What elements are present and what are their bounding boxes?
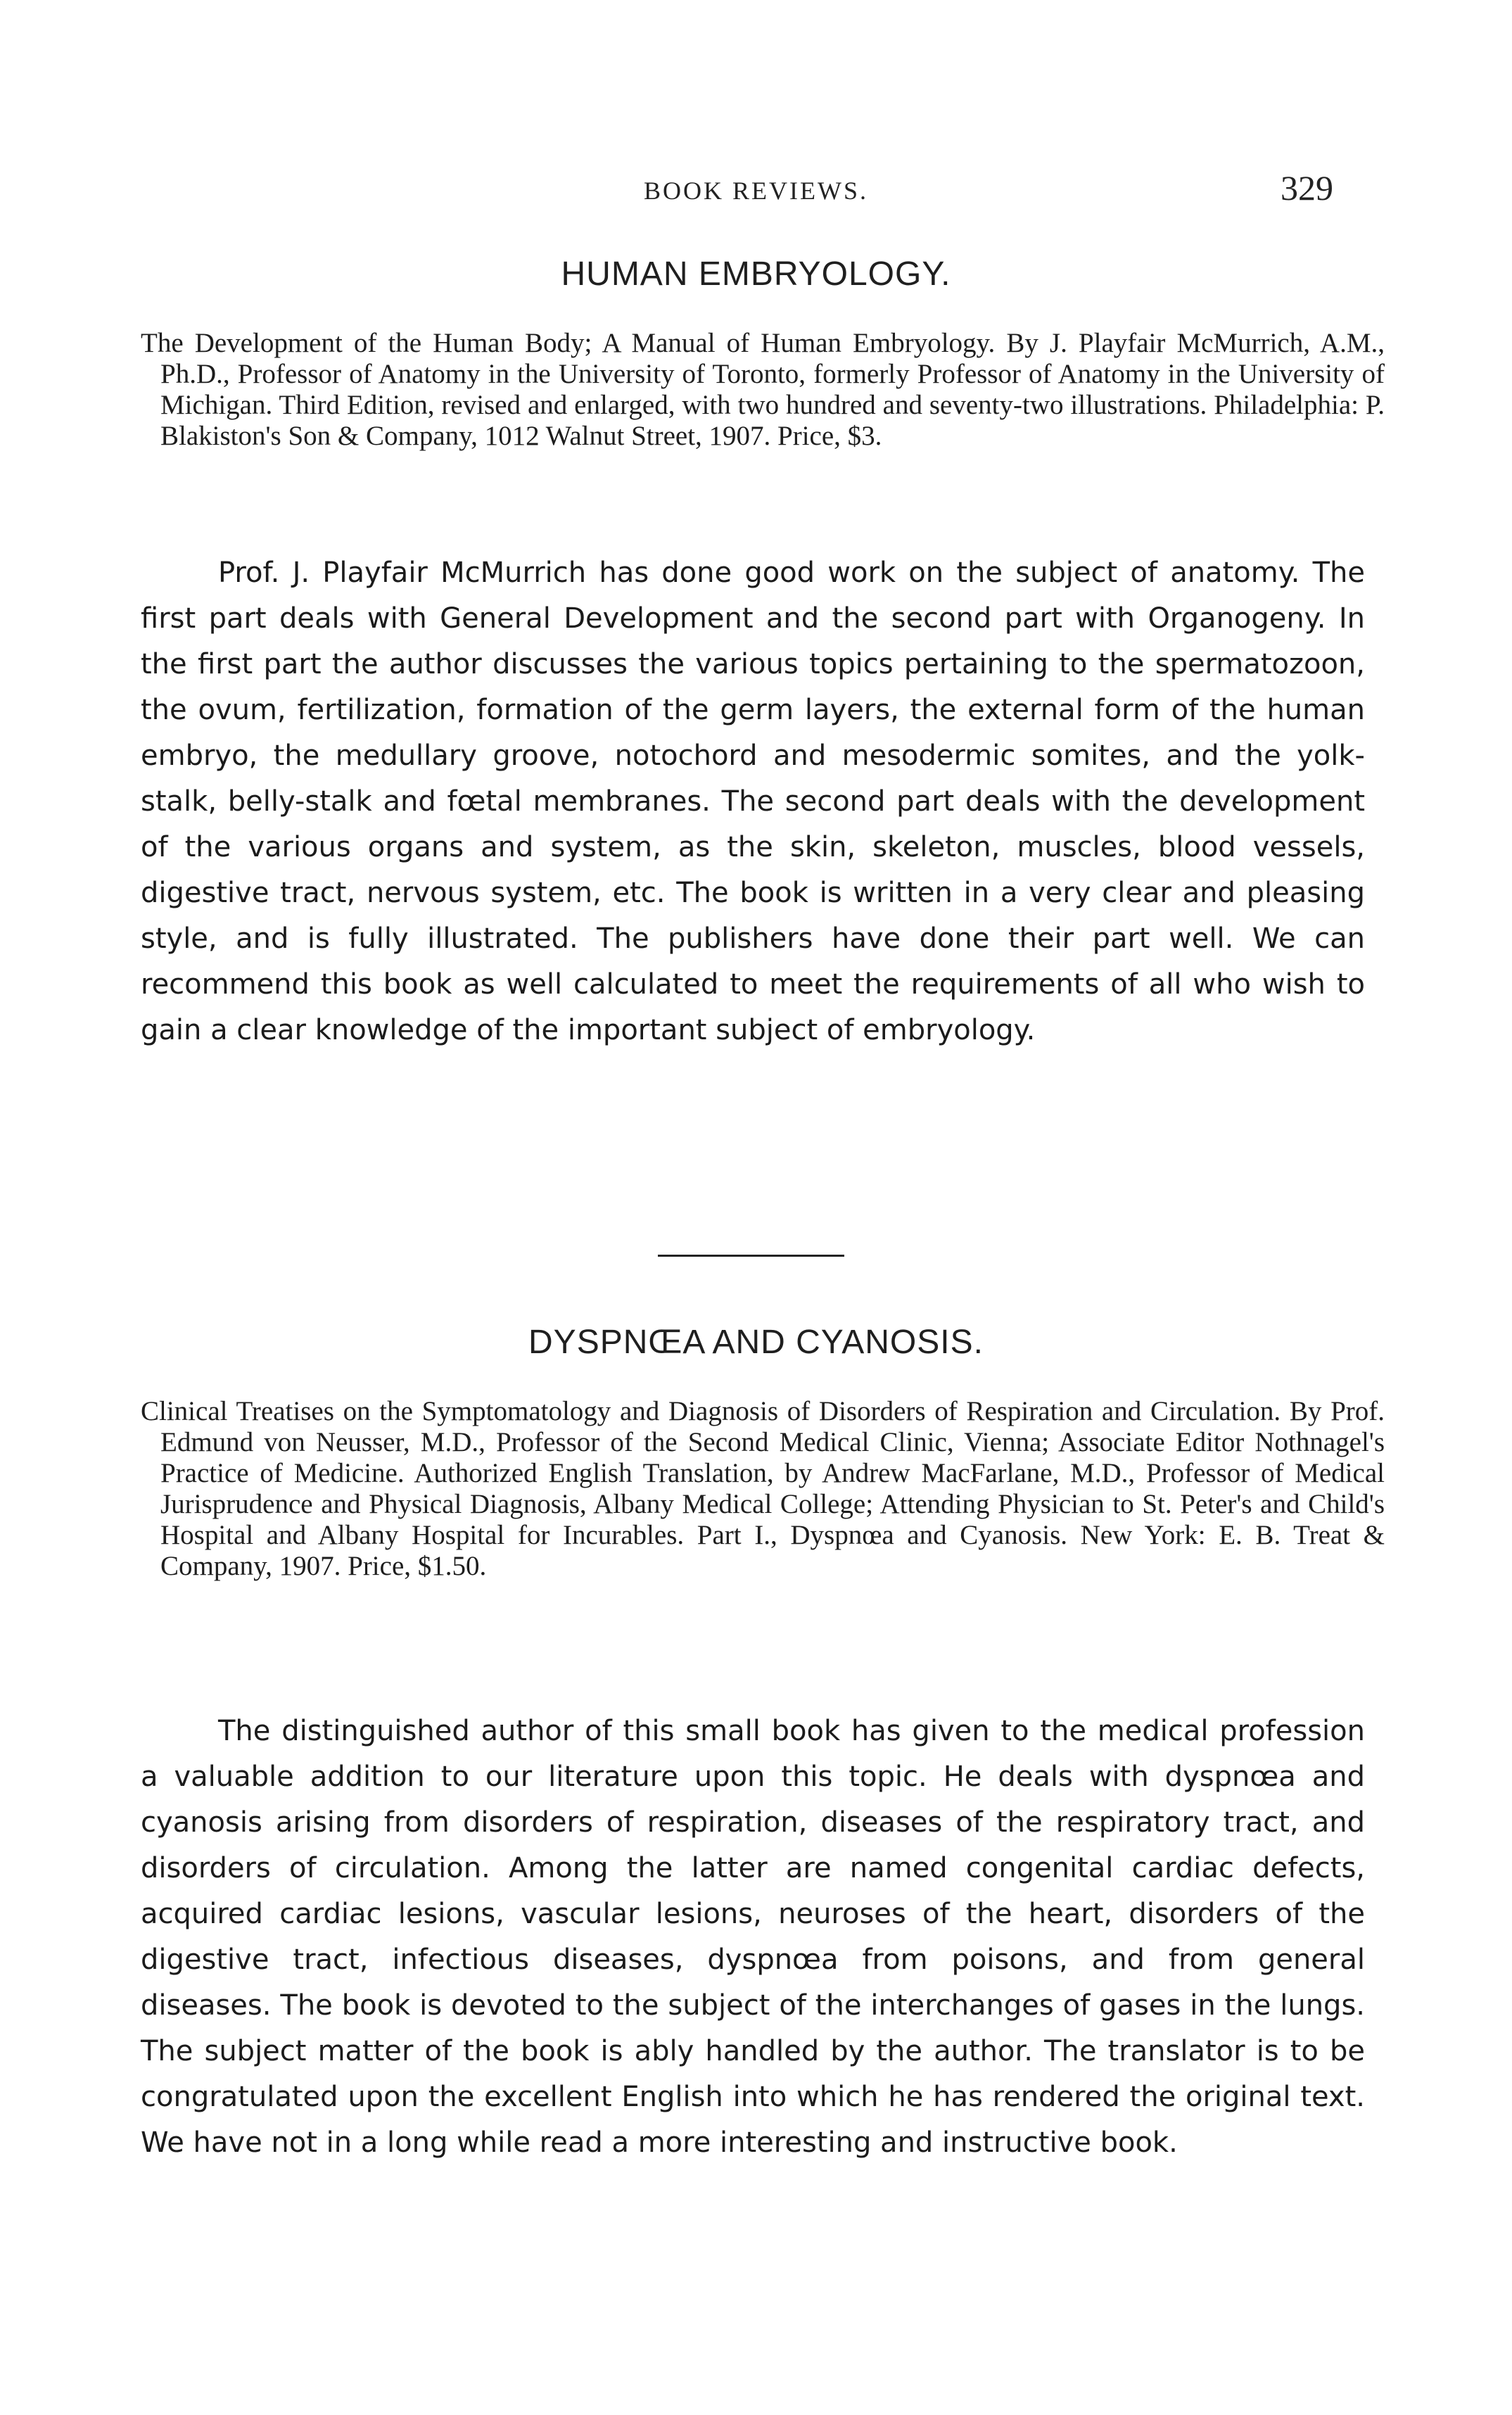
review-body-text: Prof. J. Playfair McMurrich has done good work on the subject of anatomy. The first part deals with General Development and the second part with Organogeny. In the first part the author discusses the various topics pertaining to the spermatozoon, the ovum, fertilization, formation of the germ layers, the external form of the human embryo, the medullary groove, notochord and mesodermic somites, and the yolk-stalk, belly-stalk and fœtal membranes. The second part deals with the development of the various organs and system, as the skin, skeleton, muscles, blood vessels, digestive tract, nervous system, etc. The book is written in a very clear and pleasing style, and is fully illustrated. The publishers have done their part well. We can recommend this book as well calculated to meet the requirements of all who wish to gain a clear knowledge of the important subject of embryology. <box>141 557 1365 1046</box>
review-title-dyspnoea-cyanosis: DYSPNŒA AND CYANOSIS. <box>528 1324 984 1361</box>
page-number: 329 <box>1281 168 1333 208</box>
review-title-human-embryology: HUMAN EMBRYOLOGY. <box>561 255 951 293</box>
review-citation-human-embryology: The Development of the Human Body; A Manual of Human Embryology. By J. Playfair McMurrich, A.M., Ph.D., Professor of Anatomy in the University of Toronto, formerly Professor of Anatomy in the University of Michigan. Third Edition, revised and enlarged, with two hundred and seventy-two illustrations. Philadelphia: P. Blakiston's Son & Company, 1012 Walnut Street, 1907. Price, $3. <box>141 328 1385 451</box>
section-divider <box>658 1255 844 1257</box>
review-body-text: The distinguished author of this small book has given to the medical profession a valuable addition to our literature upon this topic. He deals with dyspnœa and cyanosis arising from disorders of respiration, diseases of the respiratory tract, and disorders of circulation. Among the latter are named congenital cardiac defects, acquired cardiac lesions, vascular lesions, neuroses of the heart, disorders of the digestive tract, infectious diseases, dyspnœa from poisons, and from general diseases. The book is devoted to the subject of the interchanges of gases in the lungs. The subject matter of the book is ably handled by the author. The translator is to be congratulated upon the excellent English into which he has rendered the original text. We have not in a long while read a more interesting and instructive book. <box>141 1715 1365 2159</box>
review-body-human-embryology <box>141 550 1365 1053</box>
review-citation-dyspnoea-cyanosis: Clinical Treatises on the Symptomatology and Diagnosis of Disorders of Respiration and Circulation. By Prof. Edmund von Neusser, M.D., Professor of the Second Medical Clinic, Vienna; Associate Editor Nothnagel's Practice of Medicine. Authorized English Translation, by Andrew MacFarlane, M.D., Professor of Medical Jurisprudence and Physical Diagnosis, Albany Medical College; Attending Physician to St. Peter's and Child's Hospital and Albany Hospital for Incurables. Part I., Dyspnœa and Cyanosis. New York: E. B. Treat & Company, 1907. Price, $1.50. <box>141 1396 1385 1581</box>
running-head: BOOK REVIEWS. <box>644 177 868 205</box>
review-body-dyspnoea-cyanosis <box>141 1709 1365 2166</box>
